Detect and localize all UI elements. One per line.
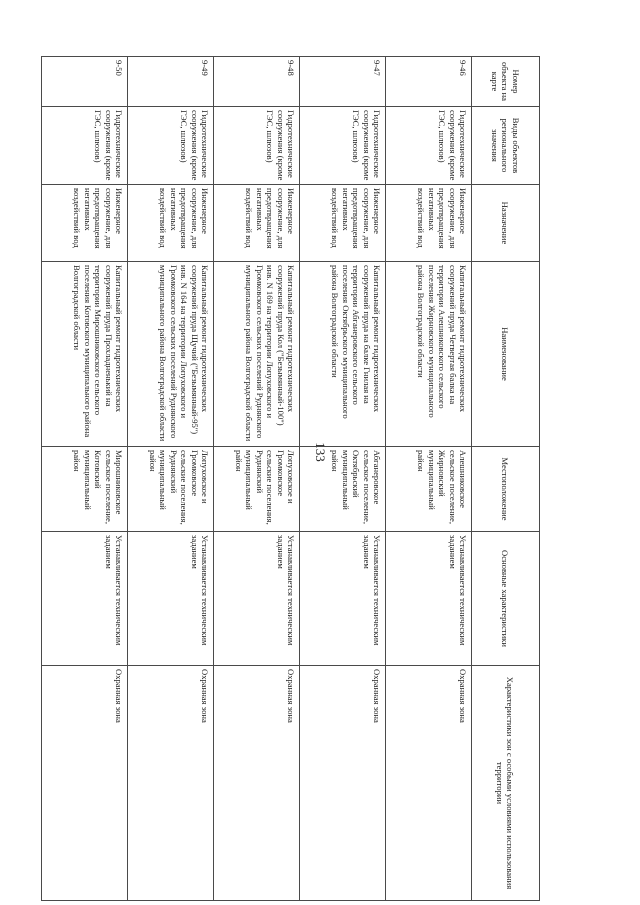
page-number-text: 133 [313, 442, 328, 462]
header-name: Наименование [472, 262, 540, 447]
table-row [128, 57, 214, 901]
cell-characteristics: Устанавливается техническим заданием [128, 532, 214, 666]
cell-purpose: Инженерное сооружение, для предотвращения негативных воздействий вод [42, 185, 128, 262]
table-row [42, 57, 128, 901]
header-location: Местоположение [472, 447, 540, 532]
cell-location: Мирошниковское сельское поселение, Котовский муниципальный район [42, 447, 128, 532]
cell-location: Алешниковское сельское поселение, Жирновский муниципальный район [386, 447, 472, 532]
table-header-row [472, 57, 540, 901]
table-row [214, 57, 300, 901]
cell-zone: Охранная зона [42, 666, 128, 901]
cell-kind: Гидротехнические сооружения (кроме ГЭС, шлюзов) [386, 107, 472, 185]
cell-characteristics: Устанавливается техническим заданием [42, 532, 128, 666]
cell-purpose: Инженерное сооружение, для предотвращения негативных воздействий вод [300, 185, 386, 262]
objects-table [41, 56, 540, 901]
cell-number: 9-49 [128, 57, 214, 107]
cell-location: Лопуховское и Громковское сельские поселения, Руднянский муниципальный район [214, 447, 300, 532]
header-purpose: Назначение [472, 185, 540, 262]
cell-name: Капитальный ремонт гидротехнических сооружений пруда Кол ("Безымянный-100") инв. N 169 на территории Лопуховского и Громковского сельских поселений Руднянского муниципального района Волгоградской области [214, 262, 300, 447]
cell-number: 9-48 [214, 57, 300, 107]
table-row [300, 57, 386, 901]
cell-number: 9-46 [386, 57, 472, 107]
cell-kind: Гидротехнические сооружения (кроме ГЭС, шлюзов) [42, 107, 128, 185]
cell-location: Абганеровское сельское поселение, Октябрьский муниципальный район [300, 447, 386, 532]
cell-purpose: Инженерное сооружение, для предотвращения негативных воздействий вод [128, 185, 214, 262]
cell-zone: Охранная зона [214, 666, 300, 901]
header-characteristics: Основные характеристики [472, 532, 540, 666]
cell-number: 9-47 [300, 57, 386, 107]
cell-kind: Гидротехнические сооружения (кроме ГЭС, шлюзов) [128, 107, 214, 185]
cell-location: Лопуховское и Громковское сельские поселения, Руднянский муниципальный район [128, 447, 214, 532]
cell-name: Капитальный ремонт гидротехнических сооружений пруда Щучий ("Безымянный-95") инв. N 164 на территории Лопуховского и Громковского сельских поселений Руднянского муниципального района Волгоградской области [128, 262, 214, 447]
cell-zone: Охранная зона [300, 666, 386, 901]
cell-name: Капитальный ремонт гидротехнических сооружений пруда Прохладненький на территории Мирошниковского сельского поселения Котовского муниципального района Волгоградской области [42, 262, 128, 447]
header-kind: Виды объектов регионального значения [472, 107, 540, 185]
cell-zone: Охранная зона [128, 666, 214, 901]
cell-name: Капитальный ремонт гидротехнических сооружений пруда Четвертая балка на территории Алешниковского сельского поселения Жирновского муниципального района Волгоградской области [386, 262, 472, 447]
cell-kind: Гидротехнические сооружения (кроме ГЭС, шлюзов) [300, 107, 386, 185]
cell-purpose: Инженерное сооружение, для предотвращения негативных воздействий вод [214, 185, 300, 262]
cell-characteristics: Устанавливается техническим заданием [214, 532, 300, 666]
table-row [386, 57, 472, 901]
cell-number: 9-50 [42, 57, 128, 107]
header-zone: Характеристики зон с особыми условиями использования территории [472, 666, 540, 901]
header-number: Номер объекта на карте [472, 57, 540, 107]
cell-purpose: Инженерное сооружение, для предотвращения негативных воздействий вод [386, 185, 472, 262]
cell-kind: Гидротехнические сооружения (кроме ГЭС, шлюзов) [214, 107, 300, 185]
cell-name: Капитальный ремонт гидротехнических сооружений пруда на балке Гнилая на территории Абганеровского сельского поселения Октябрьского муниципального района Волгоградской области [300, 262, 386, 447]
objects-table-rotated [64, 56, 540, 900]
cell-zone: Охранная зона [386, 666, 472, 901]
cell-characteristics: Устанавливается техническим заданием [386, 532, 472, 666]
cell-characteristics: Устанавливается техническим заданием [300, 532, 386, 666]
